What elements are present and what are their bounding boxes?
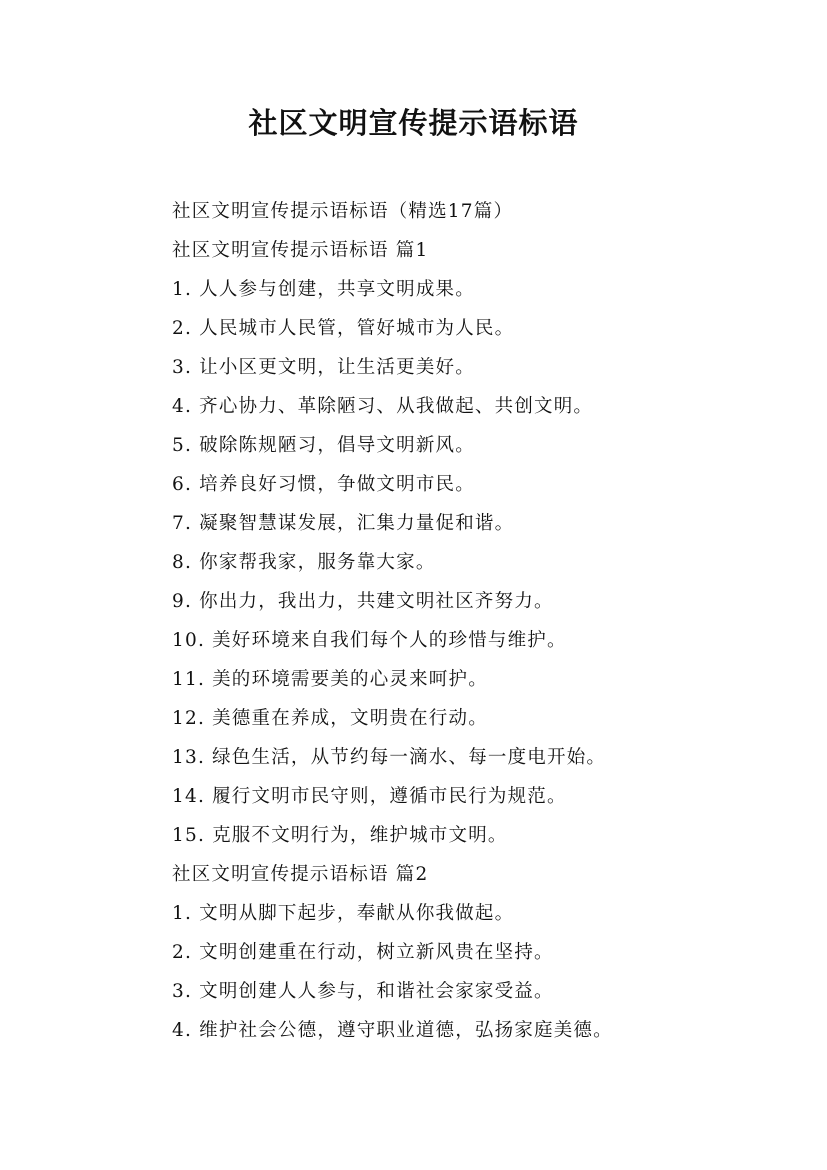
slogan-item: 4. 齐心协力、革除陋习、从我做起、共创文明。 (172, 396, 594, 417)
document-title: 社区文明宣传提示语标语 (248, 106, 579, 140)
slogan-item: 9. 你出力，我出力，共建文明社区齐努力。 (172, 591, 554, 612)
slogan-item: 15. 克服不文明行为，维护城市文明。 (172, 825, 508, 846)
slogan-item: 7. 凝聚智慧谋发展，汇集力量促和谐。 (172, 513, 515, 534)
intro-heading: 社区文明宣传提示语标语（精选17篇） (172, 201, 514, 222)
slogan-item: 11. 美的环境需要美的心灵来呵护。 (172, 669, 488, 690)
slogan-item: 13. 绿色生活，从节约每一滴水、每一度电开始。 (172, 747, 607, 768)
section-heading-2: 社区文明宣传提示语标语 篇2 (172, 864, 429, 885)
slogan-item: 6. 培养良好习惯，争做文明市民。 (172, 474, 475, 495)
slogan-item: 8. 你家帮我家，服务靠大家。 (172, 552, 436, 573)
slogan-item: 1. 人人参与创建，共享文明成果。 (172, 279, 475, 300)
slogan-item: 10. 美好环境来自我们每个人的珍惜与维护。 (172, 630, 567, 651)
slogan-item: 5. 破除陈规陋习，倡导文明新风。 (172, 435, 475, 456)
slogan-item: 3. 文明创建人人参与，和谐社会家家受益。 (172, 981, 554, 1002)
slogan-item: 3. 让小区更文明，让生活更美好。 (172, 357, 475, 378)
document-body (172, 192, 792, 1050)
section-heading-1: 社区文明宣传提示语标语 篇1 (172, 240, 429, 261)
slogan-item: 4. 维护社会公德，遵守职业道德，弘扬家庭美德。 (172, 1020, 613, 1041)
slogan-item: 12. 美德重在养成，文明贵在行动。 (172, 708, 488, 729)
slogan-item: 1. 文明从脚下起步，奉献从你我做起。 (172, 903, 515, 924)
slogan-item: 2. 文明创建重在行动，树立新风贵在坚持。 (172, 942, 554, 963)
slogan-item: 14. 履行文明市民守则，遵循市民行为规范。 (172, 786, 567, 807)
slogan-item: 2. 人民城市人民管，管好城市为人民。 (172, 318, 515, 339)
